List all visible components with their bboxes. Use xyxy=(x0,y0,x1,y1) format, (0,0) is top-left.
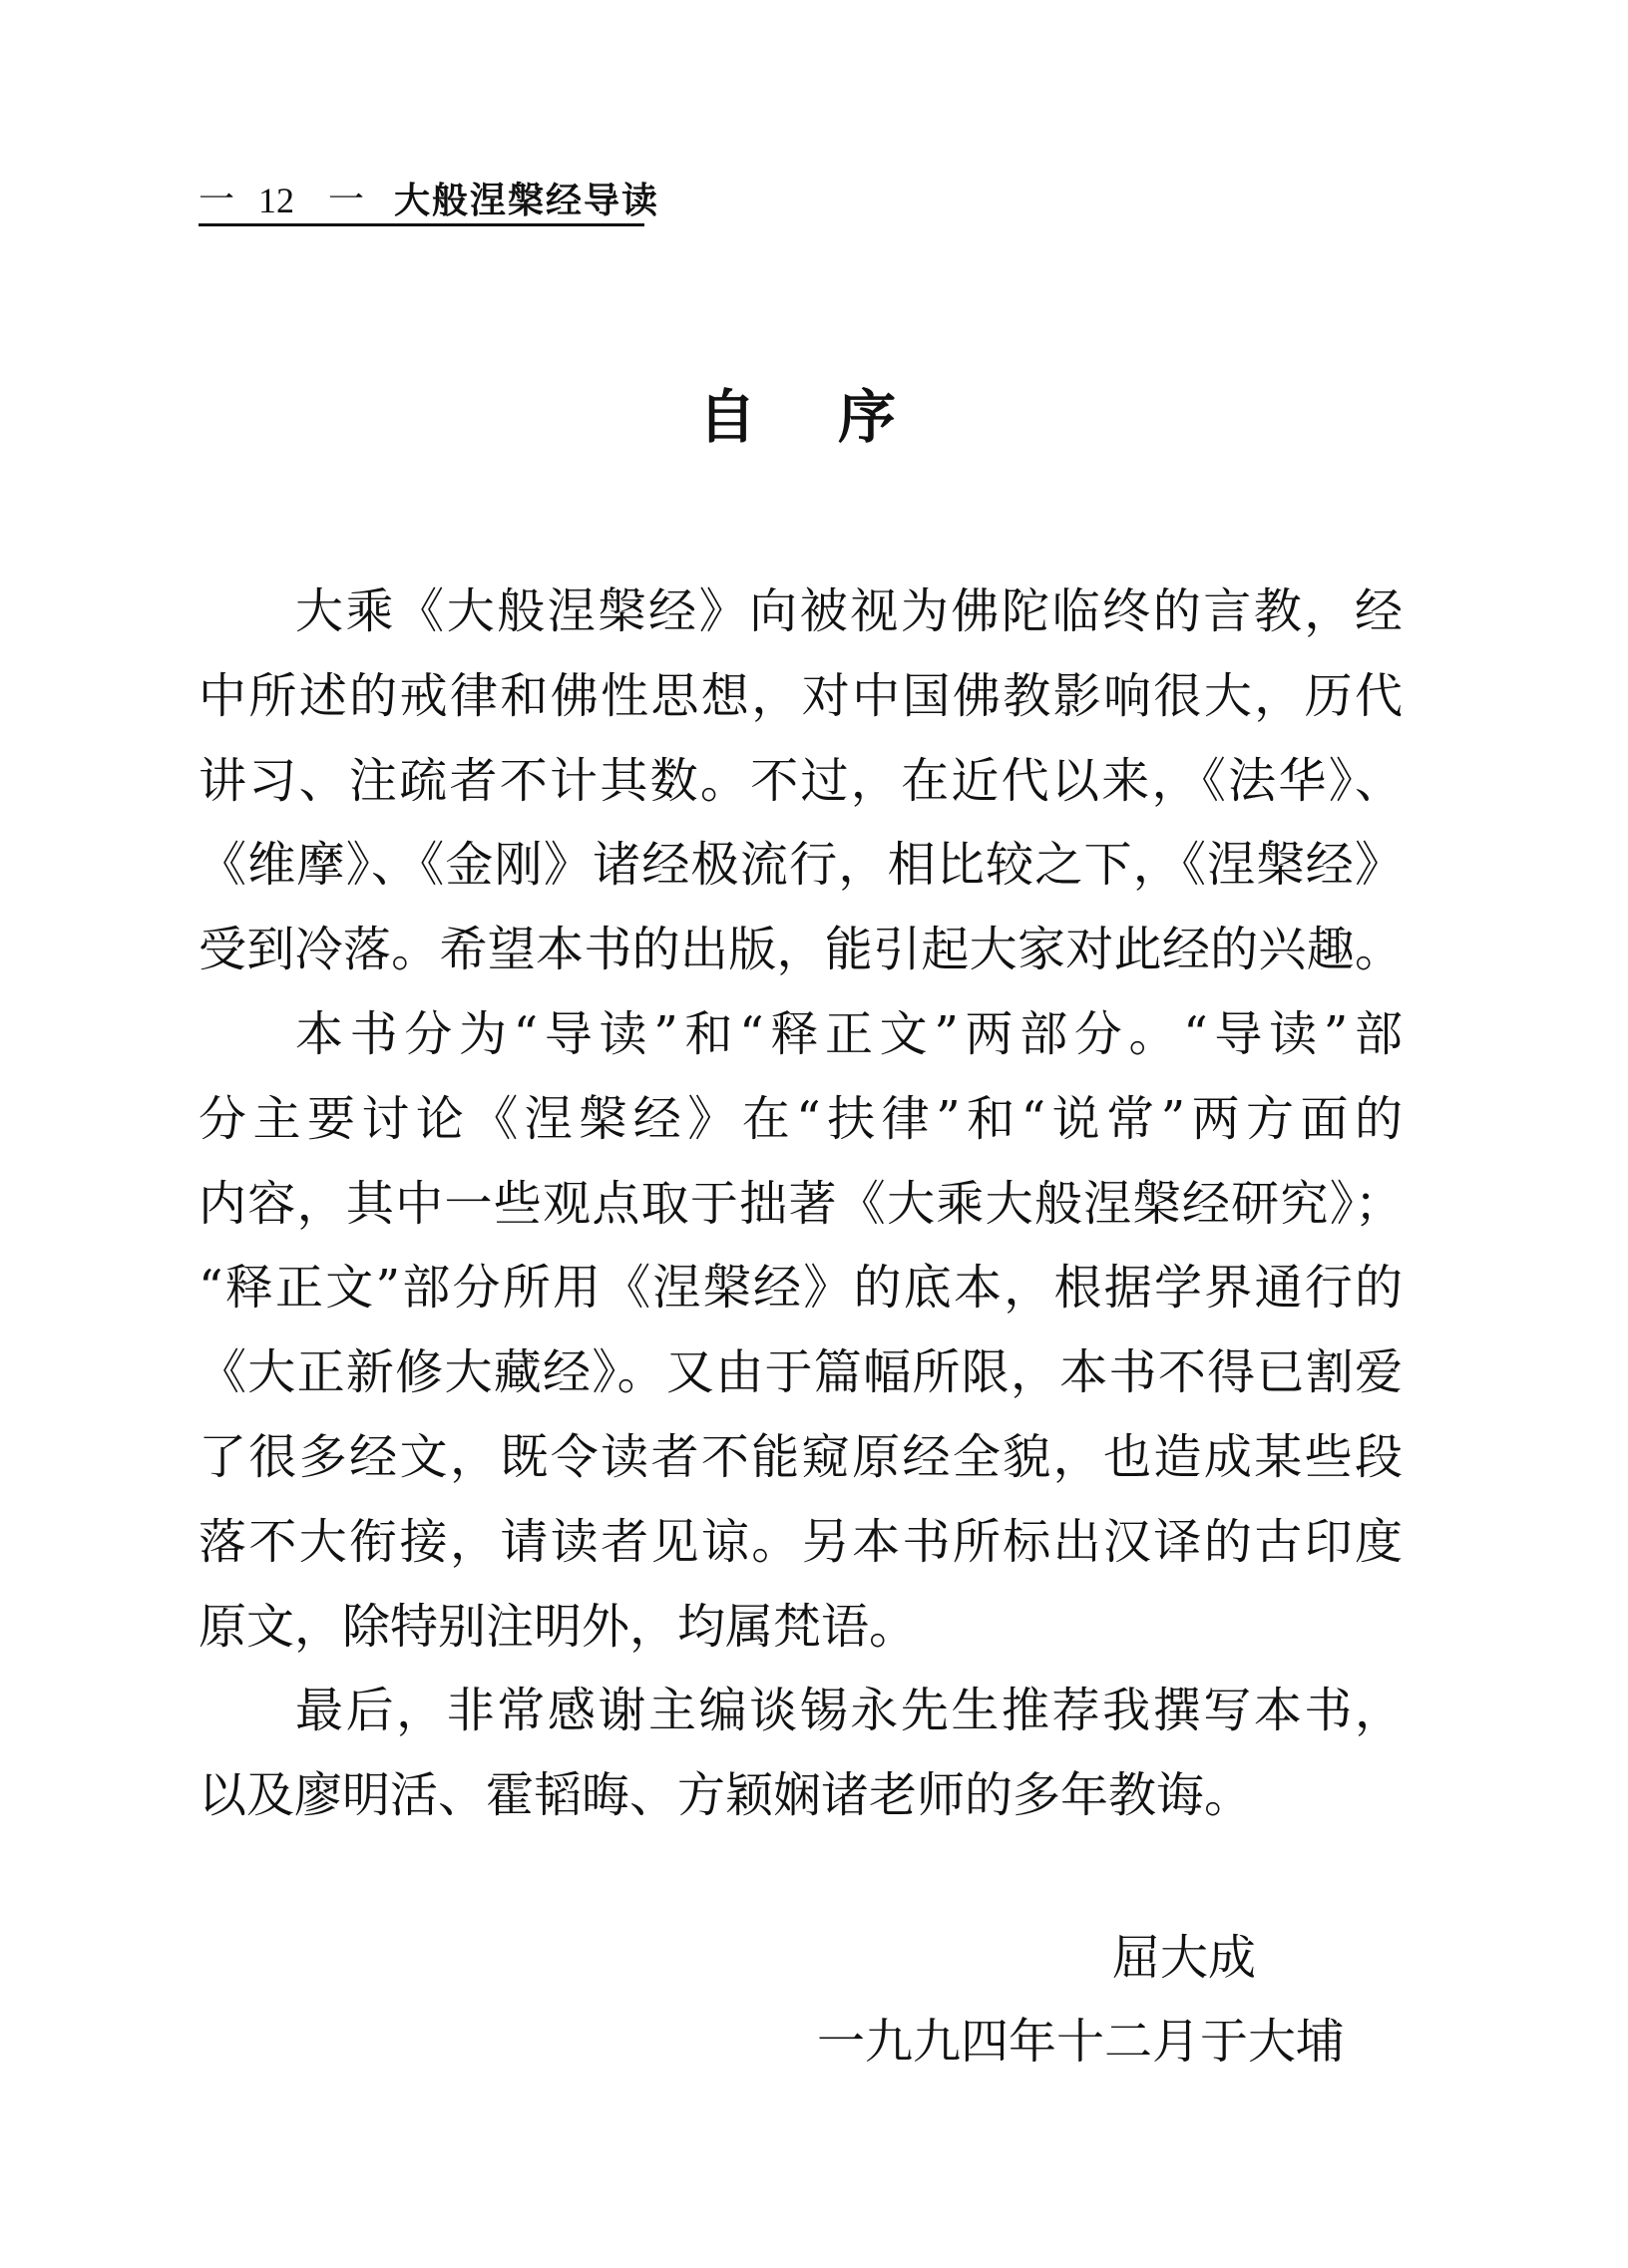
paragraph-line: “释正文”部分所用《涅槃经》的底本，根据学界通行的 xyxy=(199,1260,1403,1317)
signature-author: 屈大成 xyxy=(1112,1930,1257,1986)
paragraph-line: 本书分为“导读”和“释正文”两部分。“导读”部 xyxy=(295,1006,1403,1062)
paragraph-line: 《大正新修大藏经》。又由于篇幅所限，本书不得已割爱 xyxy=(199,1344,1403,1401)
paragraph-line: 原文，除特别注明外，均属梵语。 xyxy=(199,1598,918,1655)
paragraph-line: 中所述的戒律和佛性思想，对中国佛教影响很大，历代 xyxy=(199,667,1403,724)
paragraph-line: 最后，非常感谢主编谈锡永先生推荐我撰写本书， xyxy=(295,1683,1403,1739)
running-head-dash: 一 xyxy=(328,180,365,220)
paragraph-line: 以及廖明活、霍韬晦、方颖娴诸老师的多年教诲。 xyxy=(199,1767,1253,1824)
paragraph-line: 落不大衔接，请读者见谅。另本书所标出汉译的古印度 xyxy=(199,1513,1403,1570)
paragraph-line: 内容，其中一些观点取于拙著《大乘大般涅槃经研究》； xyxy=(199,1175,1403,1232)
paragraph-line: 讲习、注疏者不计其数。不过，在近代以来，《法华》、 xyxy=(199,752,1403,809)
signature-date: 一九九四年十二月于大埔 xyxy=(817,2014,1345,2070)
page-number: 12 xyxy=(258,181,294,220)
running-head-dash: 一 xyxy=(199,180,235,220)
paragraph-line: 分主要讨论《涅槃经》在“扶律”和“说常”两方面的 xyxy=(199,1090,1403,1147)
paragraph-line: 了很多经文，既令读者不能窥原经全貌，也造成某些段 xyxy=(199,1429,1403,1485)
paragraph-line: 受到冷落。希望本书的出版，能引起大家对此经的兴趣。 xyxy=(199,922,1403,978)
paragraph-line: 《维摩》、《金刚》诸经极流行，相比较之下，《涅槃经》 xyxy=(199,837,1403,894)
paragraph-line: 大乘《大般涅槃经》向被视为佛陀临终的言教，经 xyxy=(295,583,1403,639)
running-head xyxy=(199,178,660,226)
page-title: 自序 xyxy=(698,383,979,451)
running-head-book-title: 大般涅槃经导读 xyxy=(394,180,660,221)
